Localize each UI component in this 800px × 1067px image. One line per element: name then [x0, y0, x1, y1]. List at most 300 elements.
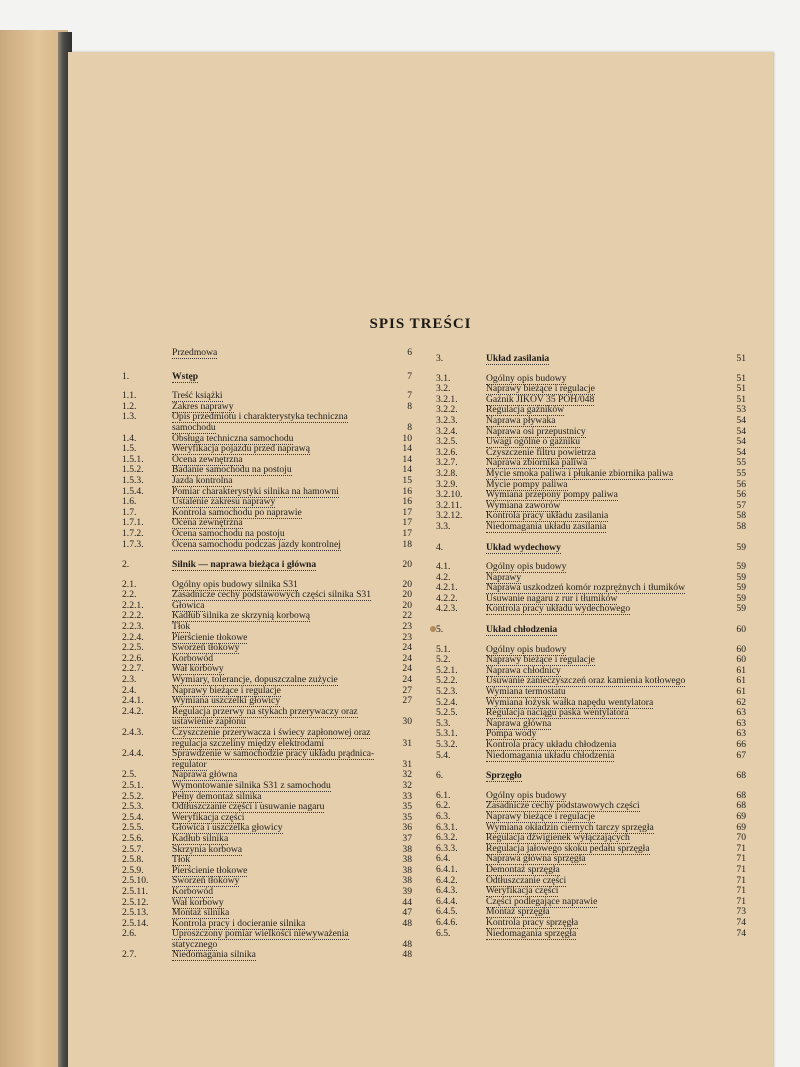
toc-entry-title — [172, 728, 412, 749]
toc-entry-title — [172, 845, 412, 856]
toc-entry-title — [172, 781, 412, 792]
toc-entry — [122, 898, 412, 909]
page-title: SPIS TREŚCI — [369, 316, 472, 332]
toc-entry-title-text: Opis przedmiotu i charakterystyka techniczna samochodu — [172, 411, 348, 433]
toc-entry-page: 7 — [407, 390, 412, 402]
toc-entry — [122, 855, 412, 866]
toc-entry-title-text: Weryfikacja części — [172, 811, 245, 823]
toc-entry-title — [172, 834, 412, 845]
toc-entry-title — [172, 412, 412, 433]
toc-entry-page: 63 — [736, 728, 746, 740]
toc-entry-title-text: Ogólny opis budowy silnika S31 — [172, 578, 298, 590]
toc-entry-page: 37 — [402, 832, 412, 844]
toc-entry-page: 48 — [402, 938, 412, 950]
toc-entry-number: 1.5.3. — [122, 474, 144, 486]
toc-entry-number: 2.4.2. — [122, 705, 144, 717]
toc-entry-title-text: Kontrola pracy sprzęgła — [486, 916, 579, 928]
toc-entry-number: 6.4.4. — [436, 895, 458, 907]
toc-entry-title — [172, 887, 412, 898]
toc-entry-title-text: Naprawa chłodnicy — [486, 664, 561, 676]
toc-entry-number: 1.7. — [122, 506, 137, 518]
toc-entry-page: 38 — [402, 854, 412, 866]
toc-entry-page: 66 — [736, 739, 746, 750]
toc-entry-title-text: Regulacja jałowego skoku pedału sprzęgła — [486, 842, 650, 854]
toc-entry-page: 18 — [402, 538, 412, 550]
toc-entry — [436, 490, 746, 501]
toc-entry-number: 2.7. — [122, 949, 137, 961]
toc-entry-number: 1.7.2. — [122, 527, 144, 539]
toc-entry-number: 5.4. — [436, 749, 451, 761]
toc-entry-title-text: Czyszczenie przerywacza i świecy zapłonowej oraz regulacja szczeliny między elektrodami — [172, 727, 371, 749]
toc-entry-title-text: Sworzeń tłokowy — [172, 875, 240, 887]
toc-entry-number: 2.5.11. — [122, 885, 149, 897]
toc-entry — [436, 719, 746, 730]
toc-entry-page: 59 — [736, 603, 746, 615]
toc-entry-page: 20 — [402, 559, 412, 571]
toc-entry-page: 24 — [402, 663, 412, 675]
toc-entry-number: 6.4.5. — [436, 906, 458, 918]
toc-entry — [122, 348, 412, 359]
toc-entry-number: 5.2.1. — [436, 664, 458, 676]
toc-entry-number: 3. — [436, 353, 444, 364]
toc-entry — [122, 876, 412, 887]
toc-entry-number: 3.2.5. — [436, 436, 458, 448]
toc-entry-page: 47 — [402, 907, 412, 919]
toc-entry-title-text: Uwagi ogólne o gaźniku — [486, 436, 581, 448]
toc-entry-number: 3.2.7. — [436, 457, 458, 469]
toc-entry — [436, 708, 746, 719]
toc-entry-title-text: Układ zasilania — [486, 353, 550, 364]
toc-entry-number: 3.2.3. — [436, 414, 458, 426]
toc-entry-page: 22 — [402, 610, 412, 622]
toc-entry — [436, 416, 746, 427]
toc-entry-page: 59 — [736, 561, 746, 573]
toc-entry-title-text: Kontrola samochodu po naprawie — [172, 506, 302, 518]
toc-entry-title-text: Wymiana okładzin ciernych tarczy sprzęgła — [486, 821, 654, 833]
toc-entry-number: 3.2. — [436, 383, 451, 395]
toc-entry-title-text: Układ chłodzenia — [486, 624, 558, 636]
toc-entry-number: 2.2.4. — [122, 631, 144, 643]
toc-entry-number: 2.5.4. — [122, 811, 144, 823]
toc-entry-number: 1.5.4. — [122, 485, 144, 497]
toc-entry-title-text: Mycie pompy paliwa — [486, 478, 568, 490]
toc-entry-page: 14 — [402, 443, 412, 455]
toc-entry-page: 61 — [736, 675, 746, 687]
toc-entry-title-text: Kadłub silnika — [172, 832, 229, 844]
toc-entry-title-text: Części podlegające naprawie — [486, 895, 598, 907]
toc-entry-title-text: Naprawa uszkodzeń komór rozprężnych i tłumików — [486, 582, 686, 594]
toc-entry — [436, 907, 746, 918]
toc-chapter-entry — [436, 771, 746, 782]
toc-entry-number: 1.5.2. — [122, 464, 144, 476]
toc-entry — [436, 562, 746, 573]
toc-entry-title-text: Niedomagania układu chłodzenia — [486, 749, 615, 761]
toc-entry-page: 54 — [736, 436, 746, 448]
toc-entry-page: 27 — [402, 695, 412, 707]
toc-entry-number: 3.2.10. — [436, 489, 463, 501]
toc-entry-number: 3.2.8. — [436, 467, 458, 479]
toc-entry — [122, 887, 412, 898]
toc-entry — [122, 866, 412, 877]
toc-entry-title-text: Usuwanie nagaru z rur i tłumików — [486, 592, 618, 604]
toc-entry-title — [486, 771, 746, 782]
toc-entry-title-text: Ocena zewnętrzna — [172, 453, 243, 465]
toc-entry-page: 38 — [402, 875, 412, 887]
toc-entry-page: 15 — [402, 474, 412, 486]
toc-entry — [436, 522, 746, 533]
toc-entry-title-text: Pomiar charakterystyki silnika na hamowni — [172, 485, 339, 497]
toc-entry — [122, 749, 412, 770]
toc-entry-title-text: Naprawa główna — [172, 769, 238, 781]
toc-entry-title-text: Niedomagania silnika — [172, 949, 256, 961]
toc-entry-title-text: Naprawy bieżące i regulacje — [172, 684, 281, 696]
toc-entry-number: 2.2.5. — [122, 642, 144, 654]
toc-entry-number: 3.2.1. — [436, 393, 458, 405]
toc-entry-number: 5.2.5. — [436, 707, 458, 719]
toc-entry-number: 2. — [122, 559, 130, 571]
toc-chapter-entry — [122, 372, 412, 383]
toc-entry — [436, 751, 746, 762]
toc-entry-title-text: Regulacja dźwigienek wyłączających — [486, 832, 630, 844]
toc-entry-number: 1.5.1. — [122, 453, 144, 465]
toc-entry-title — [486, 543, 746, 554]
toc-entry-number: 1.4. — [122, 432, 137, 444]
toc-entry-title-text: Czyszczenie filtru powietrza — [486, 446, 596, 458]
toc-entry — [122, 412, 412, 433]
toc-entry-title — [486, 918, 746, 929]
toc-entry-number: 6.4.2. — [436, 874, 458, 886]
toc-entry-title-text: Naprawy — [486, 571, 522, 583]
toc-entry-title-text: Regulacja naciągu paska wentylatora — [486, 707, 629, 719]
toc-entry-title-text: Kontrola pracy układu wydechowego — [486, 603, 631, 615]
toc-entry-title-text: Wymiana przepony pompy paliwa — [486, 489, 618, 501]
toc-entry-page: 54 — [736, 414, 746, 426]
toc-entry-title — [486, 740, 746, 751]
toc-entry — [436, 655, 746, 666]
toc-entry-title-text: Ocena samochodu na postoju — [172, 527, 285, 539]
toc-entry-number: 3.2.6. — [436, 446, 458, 458]
toc-entry — [122, 950, 412, 961]
toc-entry-title-text: Korbowód — [172, 652, 214, 664]
toc-entry-title-text: Weryfikacja pojazdu przed naprawą — [172, 443, 310, 455]
toc-entry-number: 1.1. — [122, 390, 137, 402]
toc-entry-title-text: Ocena samochodu podczas jazdy kontrolnej — [172, 538, 341, 550]
toc-entry-number: 2.4. — [122, 684, 137, 696]
toc-entry-title-text: Montaż sprzęgła — [486, 906, 550, 918]
toc-entry-title-text: Naprawy bieżące i regulacje — [486, 383, 595, 395]
toc-entry — [436, 676, 746, 687]
toc-entry-title-text: Zasadnicze cechy podstawowych części — [486, 800, 640, 812]
toc-entry — [122, 465, 412, 476]
toc-column-left — [122, 344, 412, 961]
toc-entry-page: 63 — [736, 717, 746, 729]
toc-entry-title — [172, 348, 412, 359]
toc-entry-number: 2.5.14. — [122, 917, 149, 929]
toc-column-right — [436, 344, 746, 939]
toc-entry-title-text: Sprawdzenie w samochodzie pracy układu prądnica-regulator — [172, 748, 375, 770]
toc-entry-number: 3.3. — [436, 520, 451, 532]
toc-entry-number: 6.4.1. — [436, 863, 458, 875]
toc-entry-number: 1.3. — [122, 411, 137, 423]
toc-chapter-entry — [436, 354, 746, 365]
toc-chapter-entry — [436, 543, 746, 554]
toc-entry-title-text: Wymontowanie silnika S31 z samochodu — [172, 779, 331, 791]
toc-entry-number: 4.1. — [436, 561, 451, 573]
toc-entry-number: 2.5.10. — [122, 875, 149, 887]
toc-entry-number: 3.2.11. — [436, 499, 463, 511]
toc-entry — [122, 929, 412, 950]
toc-entry-number: 2.5.6. — [122, 832, 144, 844]
toc-entry — [122, 529, 412, 540]
toc-entry-title-text: Naprawa pływaka — [486, 414, 556, 426]
toc-entry-page: 17 — [402, 506, 412, 518]
toc-entry-title-text: Odtłuszczanie części — [486, 874, 567, 886]
toc-entry — [122, 633, 412, 644]
toc-entry-number: 2.4.4. — [122, 748, 144, 760]
toc-entry — [436, 897, 746, 908]
toc-entry-title-text: Tłok — [172, 854, 191, 866]
toc-entry-number: 5.3.1. — [436, 728, 458, 740]
toc-entry-page: 17 — [402, 517, 412, 529]
toc-entry-number: 5.1. — [436, 643, 451, 655]
toc-entry-page: 16 — [402, 485, 412, 497]
toc-entry-title — [172, 529, 412, 540]
toc-entry — [436, 405, 746, 416]
toc-entry-number: 6.5. — [436, 927, 451, 939]
toc-entry-title-text: Niedomagania układu zasilania — [486, 520, 607, 532]
toc-entry — [122, 823, 412, 834]
toc-entry-title-text: Wymiana łożysk wałka napędu wentylatora — [486, 696, 654, 708]
toc-entry-title — [486, 865, 746, 876]
toc-entry-page: 31 — [402, 758, 412, 770]
toc-entry-page: 44 — [402, 896, 412, 908]
toc-entry-page: 31 — [402, 737, 412, 749]
toc-entry-page: 73 — [736, 906, 746, 918]
toc-entry-title-text: Badanie samochodu na postoju — [172, 464, 292, 476]
toc-entry-page: 33 — [402, 790, 412, 802]
toc-entry-number: 2.2.2. — [122, 610, 144, 622]
toc-entry — [122, 728, 412, 749]
toc-entry-title-text: Pierścienie tłokowe — [172, 631, 248, 643]
toc-entry — [122, 707, 412, 728]
toc-entry-number: 6.3.2. — [436, 832, 458, 844]
toc-entry-title-text: Usuwanie zanieczyszczeń oraz kamienia kotłowego — [486, 675, 686, 687]
toc-entry-title-text: Sworzeń tłokowy — [172, 642, 240, 654]
toc-entry — [436, 469, 746, 480]
toc-entry-title-text: Zakres naprawy — [172, 400, 234, 412]
toc-entry-title-text: Wstęp — [172, 370, 199, 382]
toc-entry-page: 67 — [736, 749, 746, 761]
toc-entry-page: 71 — [736, 863, 746, 875]
toc-entry-page: 30 — [402, 716, 412, 728]
toc-entry-title-text: Ustalenie zakresu naprawy — [172, 496, 276, 508]
toc-entry-title-text: Wał korbowy — [172, 663, 224, 675]
toc-entry-number: 2.5.1. — [122, 779, 144, 791]
toc-entry-number: 6.3.1. — [436, 821, 458, 833]
toc-entry — [436, 812, 746, 823]
toc-entry-title — [172, 611, 412, 622]
toc-entry-page: 63 — [736, 707, 746, 719]
toc-entry-number: 2.2.3. — [122, 621, 144, 633]
toc-entry-page: 35 — [402, 811, 412, 823]
toc-entry-title-text: Kadłub silnika ze skrzynią korbową — [172, 610, 311, 622]
toc-entry-page: 38 — [402, 843, 412, 855]
toc-entry — [122, 590, 412, 601]
toc-entry-page: 71 — [736, 842, 746, 854]
toc-entry-number: 2.4.3. — [122, 727, 144, 738]
toc-entry-page: 24 — [402, 652, 412, 664]
toc-entry-number: 2.2.1. — [122, 599, 144, 611]
toc-entry-number: 2.2.7. — [122, 663, 144, 675]
toc-entry-title-text: Naprawy bieżące i regulacje — [486, 654, 595, 666]
toc-entry-title-text: Naprawa główna sprzęgła — [486, 853, 586, 865]
toc-entry-page: 48 — [402, 949, 412, 961]
toc-entry-title-text: Korbowód — [172, 885, 214, 897]
toc-entry-title-text: Pompa wody — [486, 728, 537, 740]
toc-entry — [122, 781, 412, 792]
toc-entry-title-text: Ogólny opis budowy — [486, 789, 567, 801]
toc-entry-number: 5.2. — [436, 654, 451, 666]
toc-entry-title-text: Tłok — [172, 621, 191, 633]
toc-entry — [122, 540, 412, 551]
toc-entry-number: 5.3.2. — [436, 739, 458, 750]
toc-entry-number: 5.2.4. — [436, 696, 458, 708]
toc-entry-number: 4.2.3. — [436, 603, 458, 615]
toc-entry-page: 59 — [736, 541, 746, 553]
toc-entry-page: 51 — [736, 393, 746, 405]
toc-entry-title-text: Naprawa zbiornika paliwa — [486, 457, 588, 469]
toc-entry-number: 2.3. — [122, 674, 137, 686]
toc-entry-title — [172, 476, 412, 487]
toc-entry-page: 68 — [736, 770, 746, 782]
toc-entry-page: 61 — [736, 686, 746, 698]
toc-entry-page: 16 — [402, 496, 412, 508]
toc-entry — [122, 622, 412, 633]
toc-entry-number: 4.2. — [436, 571, 451, 583]
toc-entry-title-text: Przedmowa — [172, 347, 218, 358]
toc-entry-page: 20 — [402, 578, 412, 590]
toc-entry-title-text: Treść książki — [172, 390, 223, 402]
toc-entry-page: 14 — [402, 464, 412, 476]
toc-entry-page: 24 — [402, 674, 412, 686]
toc-entry-number: 2.5. — [122, 769, 137, 781]
toc-entry-title-text: Weryfikacja części — [486, 885, 559, 897]
toc-entry-page: 27 — [402, 684, 412, 696]
toc-entry-page: 60 — [736, 624, 746, 636]
toc-entry-title — [486, 625, 746, 636]
toc-entry-page: 60 — [736, 654, 746, 666]
toc-entry-number: 6.4.3. — [436, 885, 458, 897]
toc-entry-number: 2.6. — [122, 928, 137, 940]
toc-entry-page: 39 — [402, 885, 412, 897]
toc-entry-page: 61 — [736, 664, 746, 676]
toc-entry-title-text: Kontrola pracy i docieranie silnika — [172, 917, 306, 929]
toc-entry-page: 38 — [402, 864, 412, 876]
toc-entry-page: 74 — [736, 916, 746, 928]
toc-entry-title-text: Zasadnicze cechy podstawowych części silnika S31 — [172, 589, 372, 601]
toc-entry-number: 2.5.8. — [122, 854, 144, 866]
toc-entry-page: 70 — [736, 832, 746, 844]
toc-entry-page: 55 — [736, 457, 746, 469]
toc-entry-page: 58 — [736, 520, 746, 532]
toc-entry-title-text: Wymiana uszczelki głowicy — [172, 695, 281, 707]
toc-entry-page: 69 — [736, 821, 746, 833]
toc-entry-title-text: Niedomagania sprzęgła — [486, 927, 577, 939]
toc-entry-title — [172, 929, 412, 950]
toc-entry-page: 68 — [736, 800, 746, 812]
toc-entry — [436, 740, 746, 751]
toc-entry-title-text: Ogólny opis budowy — [486, 372, 567, 384]
toc-entry-title — [486, 812, 746, 823]
toc-entry-page: 48 — [402, 917, 412, 929]
toc-entry-page: 14 — [402, 453, 412, 465]
toc-entry-title-text: Kontrola pracy układu zasilania — [486, 510, 609, 522]
toc-entry-page: 56 — [736, 478, 746, 490]
toc-entry — [436, 865, 746, 876]
toc-entry-title-text: Skrzynia korbowa — [172, 843, 243, 855]
toc-entry-page: 56 — [736, 489, 746, 501]
toc-entry-page: 54 — [736, 446, 746, 458]
toc-entry-title-text: Regulacja przerwy na stykach przerywaczy oraz ustawienie zapłonu — [172, 705, 358, 728]
toc-entry-title-text: Pełny demontaż silnika — [172, 790, 262, 802]
toc-entry — [436, 918, 746, 929]
toc-entry-number: 2.2.6. — [122, 652, 144, 664]
toc-entry-title — [486, 751, 746, 762]
toc-entry-number: 2.5.9. — [122, 864, 144, 876]
toc-entry-title — [172, 540, 412, 551]
toc-entry — [122, 391, 412, 402]
toc-entry — [122, 654, 412, 665]
toc-entry — [122, 444, 412, 455]
toc-entry-number: 6.1. — [436, 789, 451, 801]
toc-entry-page: 71 — [736, 895, 746, 907]
toc-entry — [436, 395, 746, 406]
toc-chapter-entry — [436, 625, 746, 636]
toc-entry-title — [172, 560, 412, 571]
toc-entry-number: 3.2.9. — [436, 478, 458, 490]
paper-stain — [430, 626, 436, 632]
toc-entry-page: 54 — [736, 425, 746, 437]
toc-entry — [436, 604, 746, 615]
toc-entry-page: 51 — [736, 372, 746, 384]
toc-entry — [436, 427, 746, 438]
toc-entry-page: 62 — [736, 696, 746, 708]
toc-entry-number: 6.2. — [436, 800, 451, 812]
toc-entry-page: 20 — [402, 599, 412, 611]
toc-entry-number: 3.2.12. — [436, 510, 463, 522]
toc-entry-number: 2.5.3. — [122, 801, 144, 813]
toc-entry — [122, 611, 412, 622]
toc-entry-number: 4.2.2. — [436, 592, 458, 604]
toc-entry-title-text: Naprawa główna — [486, 717, 552, 729]
toc-entry-title-text: Regulacja gaźników — [486, 404, 565, 416]
toc-entry-title-text: Wymiary, tolerancje, dopuszczalne zużycie — [172, 674, 338, 686]
toc-entry-title-text: Silnik — naprawa bieżąca i główna — [172, 559, 317, 571]
toc-entry-title — [486, 604, 746, 615]
toc-entry-page: 58 — [736, 510, 746, 522]
toc-entry-page: 69 — [736, 810, 746, 822]
toc-entry-page: 71 — [736, 853, 746, 865]
toc-entry-title-text: Mycie smoka paliwa i płukanie zbiornika paliwa — [486, 467, 674, 479]
toc-entry-page: 51 — [736, 383, 746, 395]
toc-entry-page: 55 — [736, 467, 746, 479]
toc-chapter-entry — [122, 560, 412, 571]
toc-entry-title-text: Montaż silnika — [172, 907, 230, 919]
toc-entry-title-text: Uproszczony pomiar wielkości niewyważenia statycznego — [172, 928, 349, 950]
toc-entry-number: 2.5.12. — [122, 896, 149, 908]
toc-entry-number: 2.2. — [122, 589, 137, 601]
toc-entry-title — [486, 416, 746, 427]
